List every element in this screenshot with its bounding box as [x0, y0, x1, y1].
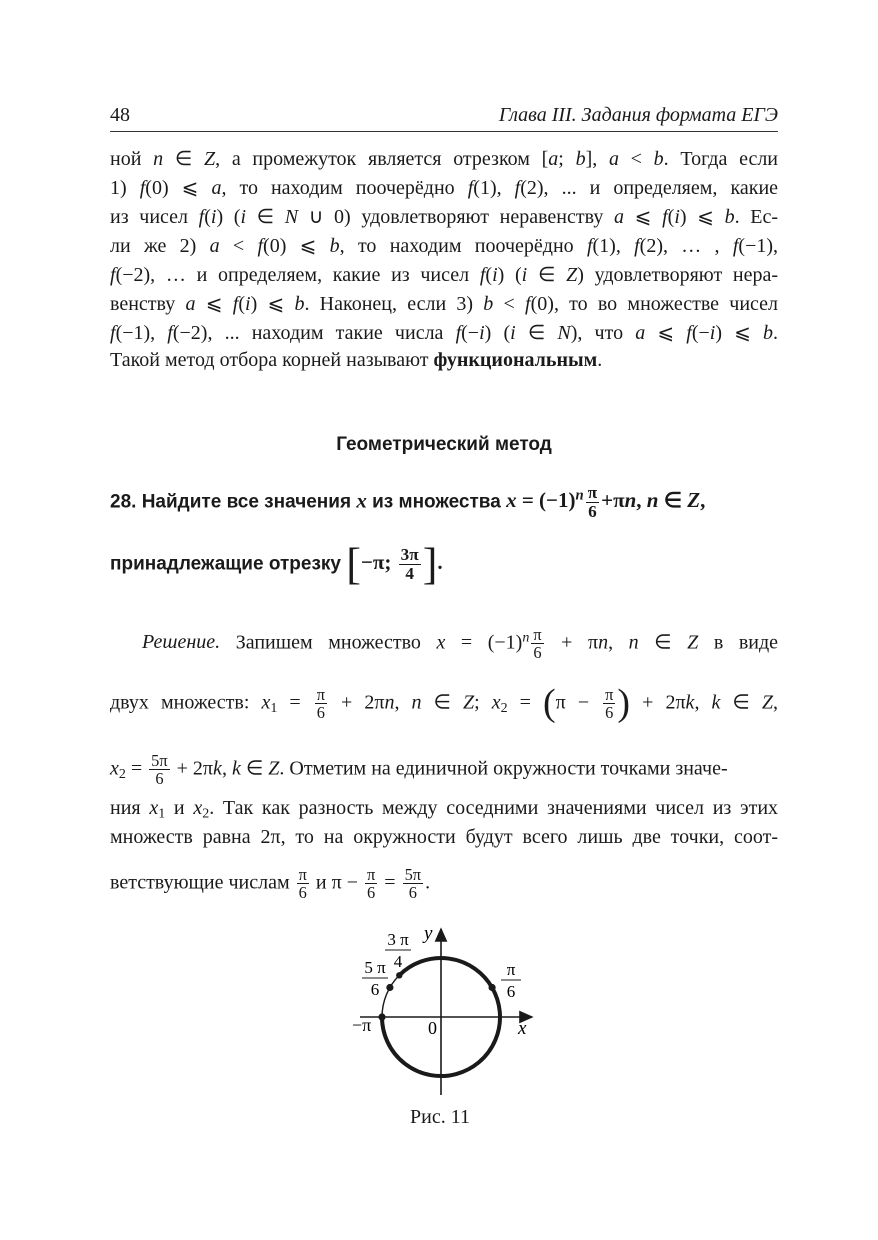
solution-line-2: двух множеств: $x_1$ = $\frac{\pi}{6}$ + 2πn, n ∈ Z; $x_2 = (\pi$ − $\frac{\pi}{6}$ ) + 2πk, k ∈ Z,	[110, 682, 779, 725]
label-minus-pi: −π	[352, 1015, 372, 1035]
label-3pi-4-den: 4	[393, 952, 403, 971]
y-axis-label: y	[424, 923, 433, 944]
intro-line-7: f(−1), f(−2), ... находим такие числа f(−i) (i ∈ N), что a ⩽ f(−i) ⩽ b.	[110, 322, 779, 344]
solution-label: Решение.	[142, 631, 221, 654]
solution-line-4: ния $x_1$ и $x_2$. Так как разность между соседними значениями чисел из этих	[110, 797, 779, 822]
term-functional: функциональным	[433, 349, 598, 371]
header-rule	[110, 131, 778, 132]
intro-line-8: Такой метод отбора корней называют функциональным.	[110, 349, 603, 371]
problem-line-1: 28. Найдите все значения x из множества $x = (-1)^n$ $\frac{\pi}{6}$ +πn, n ∈ Z,	[110, 483, 706, 522]
section-title: Геометрический метод	[336, 434, 552, 455]
solution-line-3: $x_2$ = $\frac{5\pi}{6}$ + 2πk, k ∈ Z. Отметим на единичной окружности точками значе-	[110, 751, 728, 789]
intro-line-4: ли же 2) a < f(0) ⩽ b, то находим поочерёдно f(1), f(2), … , f(−1),	[110, 235, 779, 257]
label-pi-6-den: 6	[506, 982, 516, 1001]
point-5pi-6	[386, 984, 393, 991]
label-3pi-4-num: 3 π	[387, 930, 409, 949]
page-number: 48	[110, 104, 130, 126]
label-5pi-6-den: 6	[370, 980, 380, 999]
point-minus-pi	[378, 1013, 385, 1020]
intro-line-3: из чисел f(i) (i ∈ N ∪ 0) удовлетворяют неравенству a ⩽ f(i) ⩽ b. Ес-	[110, 206, 779, 228]
unit-circle-figure	[300, 915, 580, 1095]
label-5pi-6-num: 5 π	[364, 958, 386, 977]
problem-line-2: принадлежащие отрезку [−π; $\frac{3\pi}{4}$ ].	[110, 540, 443, 590]
solution-line-1: Решение. Запишем множество $x = (-1)^n$ $\frac{\pi}{6}$ + πn, n ∈ Z в виде	[142, 625, 779, 663]
open-arc	[382, 975, 399, 1017]
intro-line-1: ной n ∈ Z, а промежуток является отрезком [a; b], a < b. Тогда если	[110, 148, 779, 170]
point-pi-6	[489, 984, 496, 991]
x-axis-label: x	[518, 1018, 527, 1039]
origin-label: 0	[428, 1018, 437, 1038]
intro-line-2: 1) f(0) ⩽ a, то находим поочерёдно f(1), f(2), ... и определяем, какие	[110, 177, 779, 199]
label-pi-6-num: π	[506, 960, 516, 979]
solution-line-5: множеств равна 2π, то на окружности будут всего лишь две точки, соот-	[110, 826, 778, 848]
point-3pi-4	[396, 972, 402, 978]
solution-line-6: ветствующие числам $\frac{\pi}{6}$ и π − $\frac{\pi}{6}$ = $\frac{5\pi}{6}$ .	[110, 865, 431, 903]
figure-caption: Рис. 11	[410, 1106, 470, 1128]
intro-line-6: венству a ⩽ f(i) ⩽ b. Наконец, если 3) b < f(0), то во множестве чисел	[110, 293, 779, 315]
intro-line-5: f(−2), … и определяем, какие из чисел f(i) (i ∈ Z) удовлетворяют нера-	[110, 264, 779, 286]
running-header: Глава III. Задания формата ЕГЭ	[498, 104, 778, 126]
